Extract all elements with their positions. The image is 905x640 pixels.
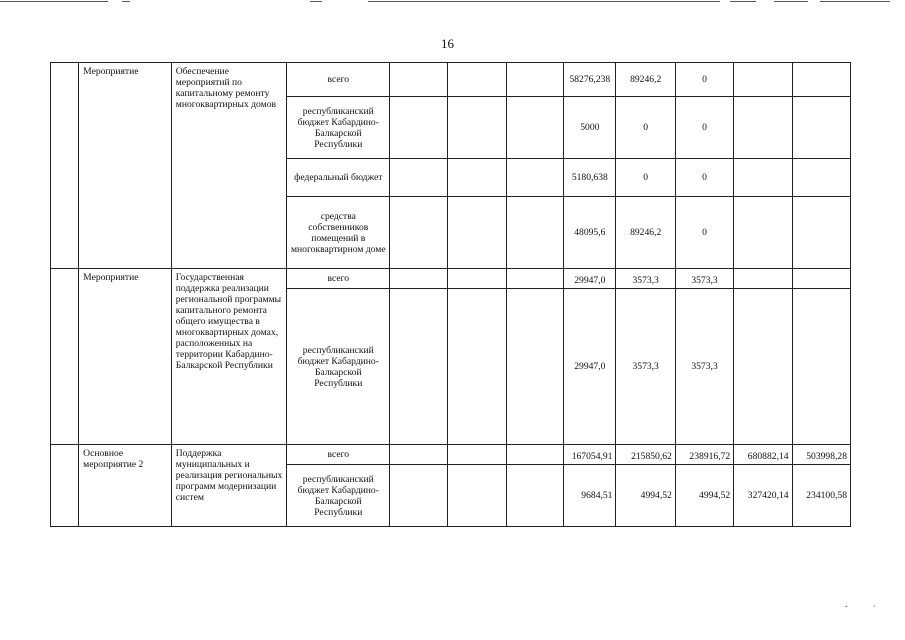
source-cell: всего bbox=[287, 445, 390, 465]
value-cell bbox=[792, 269, 850, 289]
value-cell: 327420,14 bbox=[734, 465, 792, 527]
value-cell: 503998,28 bbox=[792, 445, 850, 465]
value-cell: 0 bbox=[616, 159, 675, 197]
table-cell bbox=[51, 269, 79, 445]
value-cell bbox=[792, 197, 850, 269]
value-cell: 3573,3 bbox=[616, 289, 675, 445]
value-cell: 0 bbox=[675, 159, 733, 197]
value-cell: 0 bbox=[675, 197, 733, 269]
value-cell: 234100,58 bbox=[792, 465, 850, 527]
value-cell: 89246,2 bbox=[616, 63, 675, 97]
scan-mark: * bbox=[845, 606, 848, 611]
value-cell: 29947,0 bbox=[564, 269, 616, 289]
value-cell: 48095,6 bbox=[564, 197, 616, 269]
value-cell: 215850,62 bbox=[616, 445, 675, 465]
scan-mark: ° bbox=[873, 606, 876, 611]
value-cell: 3573,3 bbox=[675, 269, 733, 289]
value-cell: 3573,3 bbox=[675, 289, 733, 445]
value-cell: 0 bbox=[616, 97, 675, 159]
row-name: Государственная поддержка реализации региональной программы капитального ремонта общего имущества в многоквартирных домах, расположенных на территории Кабардино-Балкарской Республики bbox=[171, 269, 287, 445]
row-type: Мероприятие bbox=[79, 63, 172, 269]
value-cell: 0 bbox=[675, 97, 733, 159]
value-cell: 4994,52 bbox=[675, 465, 733, 527]
value-cell bbox=[734, 159, 792, 197]
value-cell: 89246,2 bbox=[616, 197, 675, 269]
row-type: Мероприятие bbox=[79, 269, 172, 445]
funding-table bbox=[50, 62, 851, 527]
top-edge-lines bbox=[0, 0, 905, 4]
value-cell: 29947,0 bbox=[564, 289, 616, 445]
value-cell bbox=[792, 63, 850, 97]
page-number: 16 bbox=[441, 36, 454, 51]
value-cell bbox=[792, 97, 850, 159]
value-cell: 58276,238 bbox=[564, 63, 616, 97]
value-cell: 238916,72 bbox=[675, 445, 733, 465]
value-cell bbox=[792, 159, 850, 197]
value-cell: 5180,638 bbox=[564, 159, 616, 197]
table-row bbox=[51, 269, 851, 289]
row-name: Поддержка муниципальных и реализация региональных программ модернизации систем bbox=[171, 445, 287, 527]
source-cell: республиканский бюджет Кабардино-Балкарской Республики bbox=[287, 97, 390, 159]
value-cell: 4994,52 bbox=[616, 465, 675, 527]
table-row bbox=[51, 445, 851, 465]
table-cell bbox=[51, 63, 79, 269]
scan-marks bbox=[845, 606, 902, 611]
source-cell: средства собственников помещений в многоквартирном доме bbox=[287, 197, 390, 269]
value-cell bbox=[734, 289, 792, 445]
value-cell: 5000 bbox=[564, 97, 616, 159]
value-cell bbox=[792, 289, 850, 445]
source-cell: федеральный бюджет bbox=[287, 159, 390, 197]
value-cell: 0 bbox=[675, 63, 733, 97]
source-cell: республиканский бюджет Кабардино-Балкарской Республики bbox=[287, 289, 390, 445]
source-cell: всего bbox=[287, 269, 390, 289]
row-name: Обеспечение мероприятий по капитальному ремонту многоквартирных домов bbox=[171, 63, 287, 269]
value-cell bbox=[734, 197, 792, 269]
source-cell: всего bbox=[287, 63, 390, 97]
value-cell bbox=[734, 269, 792, 289]
value-cell: 680882,14 bbox=[734, 445, 792, 465]
value-cell: 9684,51 bbox=[564, 465, 616, 527]
value-cell: 3573,3 bbox=[616, 269, 675, 289]
value-cell: 167054,91 bbox=[564, 445, 616, 465]
source-cell: республиканский бюджет Кабардино-Балкарской Республики bbox=[287, 465, 390, 527]
value-cell bbox=[734, 63, 792, 97]
table-row bbox=[51, 63, 851, 97]
table-cell bbox=[51, 445, 79, 527]
value-cell bbox=[734, 97, 792, 159]
row-type: Основное мероприятие 2 bbox=[79, 445, 172, 527]
